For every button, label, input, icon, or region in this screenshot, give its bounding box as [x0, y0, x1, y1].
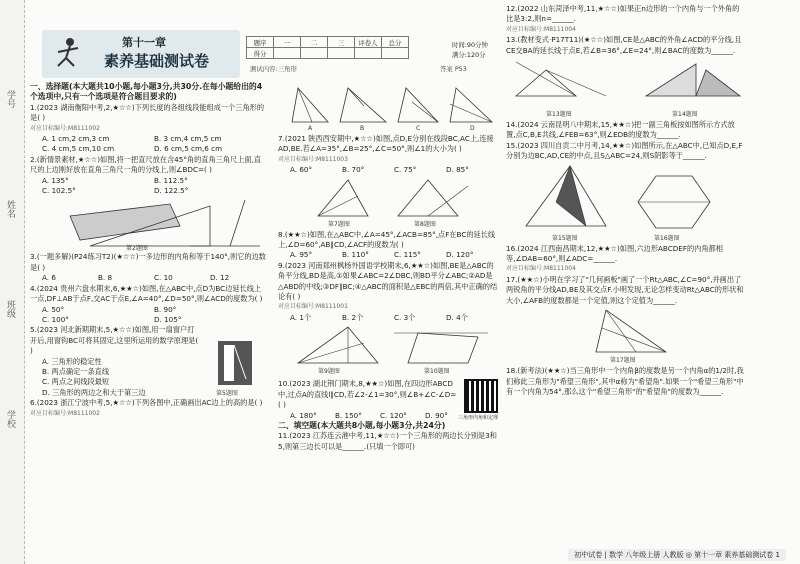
question-1: 1.(2023 湖南衡阳中考,2,★☆☆)下列长度的各组线段能组成一个三角形的是( ): [30, 102, 265, 123]
q3-option-b: B. 8: [98, 273, 113, 283]
question-8: 8.(★★☆)如图,在△ABC中,∠A=45°,∠ACB=85°,点F在BC的延长线上,∠D=60°,AB∥CD,∠ACF的度数为( ): [278, 229, 496, 250]
q6-figures: [278, 82, 498, 134]
q10-option-d: D. 90°: [425, 410, 448, 420]
q10-block: [278, 379, 498, 421]
q8-option-d: D. 120°: [446, 250, 474, 260]
q12-tag: 对应目标编号:M8111004: [506, 25, 576, 33]
question-12: 12.(2022 山东菏泽中考,11,★☆☆)如果正n边形的一个内角与一个外角的比是3:2,则n=______.: [506, 4, 740, 24]
q7-q8-figures: [278, 176, 498, 230]
q13-figure-caption: 第13题图: [546, 111, 572, 119]
q9-option-b: B. 2个: [342, 312, 364, 322]
q9-figure-caption: 第9题图: [318, 368, 340, 376]
q7-option-b: B. 70°: [342, 165, 365, 175]
full-score-label: 满分:120分: [452, 51, 486, 59]
score-col-5: 总分: [382, 37, 409, 48]
q8-option-c: C. 115°: [394, 250, 421, 260]
column-1: [30, 82, 266, 419]
score-col-1: 一: [274, 37, 301, 48]
q8-option-a: A. 95°: [290, 250, 313, 260]
q5-option-d: D. 三角形的两边之和大于第三边: [42, 387, 146, 397]
question-11: 11.(2023 江苏连云港中考,11,★☆☆)一个三角形的两边长分别是3和5,则第三边长可以是______.(只填一个即可): [278, 431, 497, 451]
question-13: 13.(教材变式·P17T11)(★☆☆)如图,CE是△ABC的外角∠ACD的平分线,且CE交BA的延长线于点E,若∠B=36°,∠E=24°,则∠BAC的度数为______.: [506, 35, 742, 55]
question-6: 6.(2023 浙江宁波中考,5,★☆☆)下列各图中,正确画出AC边上的高的是( ): [30, 398, 263, 408]
q7-figure-caption: 第7题图: [328, 220, 350, 228]
question-3: 3.(一题多解)(P24练习T2)(★☆☆)一多边形的内角和等于140°,则它的边数是( ): [30, 252, 266, 272]
q10-option-b: B. 150°: [335, 410, 362, 420]
q5-option-c: C. 两点之间线段最短: [42, 377, 110, 387]
q9-option-c: C. 3个: [394, 312, 416, 322]
q9-option-a: A. 1个: [290, 312, 312, 322]
question-9: 9.(2023 河南郑州枫杨外国语学校期末,6,★★☆)如图,BE是△ABC的角平分线,BD是高,①如果∠ABC=2∠DBC,则BD平分∠ABC;②AD是△ABD的中线;③DF∥BC;④△ABC的面积是△EBC的两倍,其中正确的结论有( ): [278, 260, 498, 302]
q7-options: [278, 165, 498, 175]
score-cell: [274, 48, 301, 59]
q10-option-c: C. 120°: [380, 410, 407, 420]
q2-figure: [30, 196, 266, 252]
q1-option-b: B. 3 cm,4 cm,5 cm: [154, 134, 222, 144]
question-5: 5.(2023 河北新期期末,5,★☆☆)如图,用一扇窗户打开后,用窗钩BC可将其固定,这里所运用的数学原理是( ): [30, 325, 199, 356]
score-col-0: 题序: [247, 37, 274, 48]
q6-label-a: A: [308, 125, 313, 132]
q14-figure-caption: 第14题图: [672, 111, 698, 119]
binding-label-name: 姓名: [5, 200, 15, 218]
q10-option-a: A. 180°: [290, 410, 317, 420]
q17-figure-caption: 第17题图: [610, 357, 636, 365]
qr-caption: 三角形内角和定理: [458, 415, 499, 422]
q15-q16-figures: [506, 162, 744, 244]
q7-option-d: D. 85°: [446, 165, 469, 175]
page-footer: 初中试卷 | 数学 八年级上册 人教版 ◎ 第十一章 素养基础测试卷 1: [568, 549, 786, 561]
score-cell: [301, 48, 328, 59]
q1-option-a: A. 1 cm,2 cm,3 cm: [42, 134, 110, 144]
q7-option-a: A. 60°: [290, 165, 313, 175]
score-table-wrap: [246, 36, 409, 59]
q5-figure: [210, 339, 260, 401]
q6-label-c: C: [416, 125, 421, 132]
q9-q10-figures: [278, 323, 498, 379]
q3-options: [30, 273, 266, 283]
q9-option-d: D. 4个: [446, 312, 468, 322]
score-table: [246, 36, 409, 59]
q4-option-c: C. 100°: [42, 314, 69, 324]
score-col-3: 三: [328, 37, 355, 48]
score-cell: [382, 48, 409, 59]
q16-tag: 对应目标编号:M8111004: [506, 265, 576, 273]
q3-option-c: C. 10: [154, 273, 173, 283]
q15-figure-caption: 第15题图: [552, 234, 578, 242]
q9-tag: 对应目标编号:M8111001: [278, 303, 348, 311]
chapter-label: 第十一章: [122, 36, 166, 49]
q2-option-c: C. 102.5°: [42, 186, 76, 196]
question-10: 10.(2023 湖北荆门期末,8,★★☆)如图,在四边形ABCD中,过点A的直线l∥CD,若∠2-∠1=30°,则∠B+∠C-∠D=( ): [278, 379, 457, 410]
q5-option-b: B. 两点确定一条直线: [42, 366, 110, 376]
q2-option-b: B. 112.5°: [154, 175, 188, 185]
q8-options: [278, 250, 498, 260]
q2-option-a: A. 135°: [42, 175, 69, 185]
column-3: [506, 4, 744, 397]
q2-options: [30, 176, 266, 197]
question-18: 18.(新考法)(★★☆)当三角形中一个内角β的度数是另一个内角α的1/2时,我们称此三角形为"希望三角形",其中α称为"希望角".如果一个"希望三角形"中有一个内角为54°,那么这个"希望三角形"的"希望角"的度数为______.: [506, 366, 744, 396]
question-17: 17.(★★☆)小明在学习了"几何画板"画了一个Rt△ABC,∠C=90°,并画出了两锐角的平分线AD,BE及其交点F.小明发现,无论怎样变动Rt△ABC的形状和大小,∠AFB的度数都是一个定值,则这个定值为______.: [506, 274, 744, 305]
q7-option-c: C. 75°: [394, 165, 417, 175]
binding-label-class: 班级: [5, 300, 15, 318]
q4-options: [30, 305, 266, 326]
q13-q14-figures: [506, 56, 744, 120]
binding-label-id: 学号: [5, 90, 15, 108]
q4-option-a: A. 50°: [42, 304, 65, 314]
q5-block: [30, 325, 266, 398]
q10-options: [278, 411, 470, 421]
question-7: 7.(2021 陕西西安期中,★☆☆)如图,点D,E分别在线段BC,AC上,连接AD,BE.若∠A=35°,∠B=25°,∠C=50°,则∠1的大小为( ): [278, 134, 494, 154]
q6-label-b: B: [360, 125, 365, 132]
q4-option-b: B. 90°: [154, 304, 177, 314]
question-15: 15.(2023 四川自贡二中月考,14,★★☆)如图所示,在△ABC中,已知点D,E,F分别为边BC,AD,CE的中点,且S△ABC=24,则S阴影等于______.: [506, 140, 743, 161]
binding-margin: [0, 0, 25, 564]
q3-option-a: A. 6: [42, 273, 56, 283]
page-title: 素养基础测试卷: [104, 52, 210, 70]
q8-option-b: B. 110°: [342, 250, 369, 260]
score-row-label: 得分: [247, 48, 274, 59]
q17-figure: [506, 306, 744, 366]
score-col-4: 评卷人: [355, 37, 382, 48]
q6-tag: 对应目标编号:M8111002: [30, 409, 100, 417]
runner-illustration: [48, 36, 86, 72]
score-cell: [355, 48, 382, 59]
binding-label-school: 学校: [5, 410, 15, 428]
q8-figure-caption: 第8题图: [414, 220, 436, 228]
q2-option-d: D. 122.5°: [154, 186, 189, 196]
q6-label-d: D: [470, 125, 475, 132]
column-2: [278, 82, 498, 452]
q5-figure-caption: 第5题图: [216, 390, 238, 398]
score-cell: [328, 48, 355, 59]
section-2-heading: 二、填空题(本大题共8小题,每小题3分,共24分): [278, 420, 446, 430]
qr-code[interactable]: [464, 379, 498, 413]
score-col-2: 二: [301, 37, 328, 48]
q1-options: [30, 134, 266, 155]
question-2: 2.(新情景素材,★☆☆)如图,将一把直尺放在含45°角的直角三角尺上面,直尺的上边刚好放在直角三角尺一角的分线上,则∠BDC=( ): [30, 154, 262, 175]
q3-option-d: D. 12: [210, 273, 230, 283]
q2-figure-caption: 第2题图: [126, 245, 148, 253]
q16-figure-caption: 第16题图: [654, 234, 680, 242]
header-banner: [42, 30, 240, 78]
content-label: 测试内容:三角形: [250, 65, 297, 73]
time-label: 时间:90分钟: [452, 41, 488, 49]
answer-page-label: 答案 P53: [440, 65, 467, 73]
question-16: 16.(2024 江西南昌期末,12,★★☆)如图,六边形ABCDEF的内角都相等,∠DAB=60°,则∠ADC=______.: [506, 243, 723, 264]
q10-figure-caption: 第10题图: [424, 368, 450, 376]
q1-option-d: D. 6 cm,5 cm,6 cm: [154, 144, 223, 154]
question-4: 4.(2024 贵州六盘水期末,6,★★☆)如图,在△ABC中,点D为BC边延长线上一点,DF⊥AB于点F,交AC于点E,∠A=40°,∠D=50°,则∠ACD的度数为( ): [30, 283, 263, 304]
question-14: 14.(2024 云南昆明八中期末,15,★★☆)把一副三角板按如图所示方式放置,点C,B,E共线,∠FEB=63°,则∠EDB的度数为______.: [506, 120, 735, 140]
q5-option-a: A. 三角形的稳定性: [42, 356, 102, 366]
q9-options: [278, 313, 498, 323]
section-1-heading: 一、选择题(本大题共10小题,每小题3分,共30分.在每小题给出的4个选项中,只有一个选项是符合题目要求的): [30, 82, 263, 102]
q4-option-d: D. 105°: [154, 314, 182, 324]
q1-tag: 对应目标编号:M8111002: [30, 124, 100, 132]
q7-tag: 对应目标编号:M8111003: [278, 155, 348, 163]
q1-option-c: C. 4 cm,5 cm,10 cm: [42, 144, 115, 154]
